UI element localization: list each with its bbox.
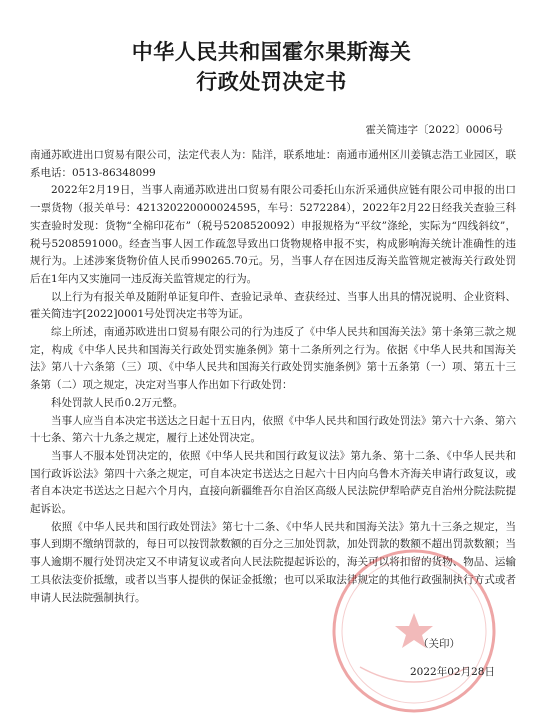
issue-date: 2022年02月28日 — [410, 666, 495, 678]
legal-basis-paragraph: 综上所述，南通苏欧进出口贸易有限公司的行为违反了《中华人民共和国海关法》第十条第三款之规定，构成《中华人民共和国海关行政处罚实施条例》第十二条所列之行为。依据《中华人民共和国海关法》第八十六条第（三）项、《中华人民共和国海关行政处罚实施条例》第十五条第（一）项、第五十三条第（二）项之规定，决定对当事人作出如下行政处罚： — [30, 326, 516, 392]
document-number: 霍关简违字〔2022〕0006号 — [365, 124, 503, 136]
party-info-paragraph: 南通苏欧进出口贸易有限公司，法定代表人为：陆洋，联系地址：南通市通州区川姜镇志浩工业园区，联系电话：0513-86348099 — [30, 149, 516, 179]
seal-label: （关印） — [418, 638, 460, 650]
facts-paragraph: 2022年2月19日，当事人南通苏欧进出口贸易有限公司委托山东沂采通供应链有限公司申报的出口一票货物（报关单号：421320220000024595，车号：5272284），2022年2月22日经我关查验三科实查验时发现：货物“全棉印花布”（税号5208520092）申报规格为“平纹”涤纶，实际为“四线斜纹”，税号5208591000。经查当事人因工作疏忽导致出口货物规格申报不实，构成影响海关统计准确性的违规行为。上述涉案货物价值人民币990265.70元。另，当事人存在因违反海关监管规定被海关行政处罚后在1年内又实施同一违反海关监管规定的行为。 — [30, 184, 516, 285]
decision-body — [30, 147, 516, 607]
document-title-line1: 中华人民共和国霍尔果斯海关 — [131, 40, 412, 64]
payment-deadline-paragraph: 当事人应当自本决定书送达之日起十五日内，依照《中华人民共和国行政处罚法》第六十六条、第六十七条、第六十九条之规定，履行上述处罚决定。 — [30, 414, 516, 445]
penalty-paragraph: 科处罚款人民币0.2万元整。 — [51, 396, 184, 409]
official-seal-icon — [330, 547, 498, 715]
document-title-line2: 行政处罚决定书 — [196, 70, 347, 94]
enforcement-paragraph: 依照《中华人民共和国行政处罚法》第七十二条、《中华人民共和国海关法》第九十三条之规定，当事人到期不缴纳罚款的，每日可以按罚款数额的百分之三加处罚款，加处罚款的数额不超出罚款数额；当事人逾期不履行处罚决定又不申请复议或者向人民法院提起诉讼的，海关可以将扣留的货物、物品、运输工具依法变价抵缴，或者以当事人提供的保证金抵缴；也可以采取法律规定的其他行政强制执行方式或者申请人民法院强制执行。 — [30, 520, 516, 604]
appeal-rights-paragraph: 当事人不服本处罚决定的，依照《中华人民共和国行政复议法》第九条、第十二条、《中华人民共和国行政诉讼法》第四十六条之规定，可自本决定书送达之日起六十日内向乌鲁木齐海关申请行政复议，或者自本决定书送达之日起六个月内，直接向新疆维吾尔自治区高级人民法院伊犁哈萨克自治州分院法院提起诉讼。 — [30, 449, 516, 516]
evidence-paragraph: 以上行为有报关单及随附单证复印件、查验记录单、查获经过、当事人出具的情况说明、企业资料、霍关简违字[2022]0001号处罚决定书等为证。 — [30, 290, 516, 321]
